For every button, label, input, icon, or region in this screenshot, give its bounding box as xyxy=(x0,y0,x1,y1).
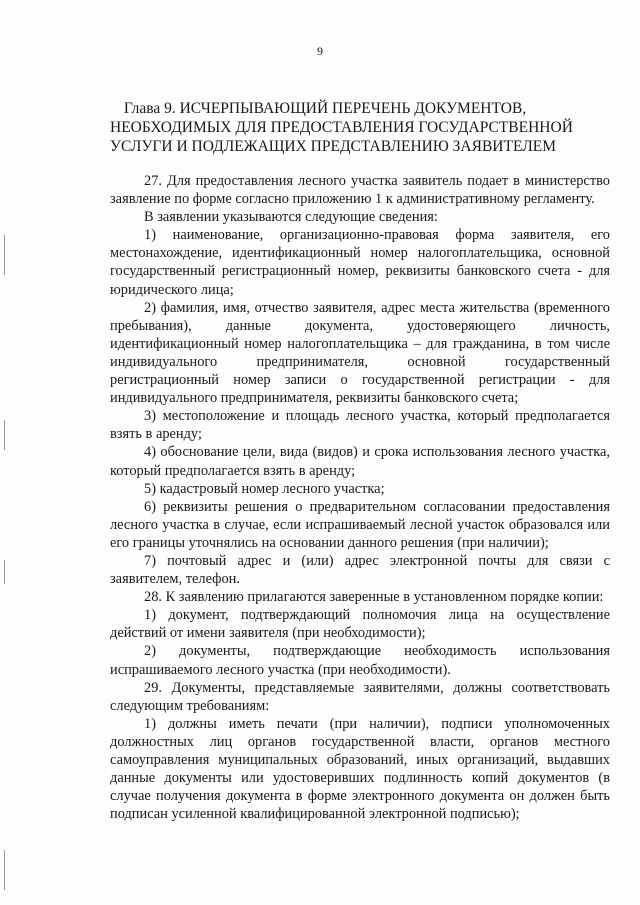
paragraph-27: 27. Для предоставления лесного участка заявитель подает в министерство заявление по форме согласно приложению 1 к административному регламенту. xyxy=(110,173,610,208)
chapter-title-line: Глава 9. ИСЧЕРПЫВАЮЩИЙ ПЕРЕЧЕНЬ ДОКУМЕНТОВ, xyxy=(123,100,527,117)
page-number: 9 xyxy=(317,44,323,58)
paragraph-application-intro: В заявлении указываются следующие сведения: xyxy=(144,209,438,226)
chapter-title xyxy=(110,99,573,156)
list-item: 1) наименование, организационно-правовая форма заявителя, его местонахождение, идентификационный номер налогоплательщика, основной государственный регистрационный номер, реквизиты банковского счета - для юридического лица; xyxy=(110,227,610,298)
document-body xyxy=(110,172,610,823)
list-item: 6) реквизиты решения о предварительном согласовании предоставления лесного участка в случае, если испрашиваемый лесной участок образовался или его границы уточнялись на основании данного решения (при наличии); xyxy=(110,498,610,551)
list-item: 2) документы, подтверждающие необходимость использования испрашиваемого лесного участка (при необходимости). xyxy=(110,643,610,678)
list-item: 3) местоположение и площадь лесного участка, который предполагается взять в аренду; xyxy=(110,408,610,443)
list-item: 5) кадастровый номер лесного участка; xyxy=(144,480,385,497)
list-item: 4) обоснование цели, вида (видов) и срока использования лесного участка, который предполагается взять в аренду; xyxy=(110,444,610,479)
list-item: 7) почтовый адрес и (или) адрес электронной почты для связи с заявителем, телефон. xyxy=(110,552,610,588)
scan-edge-mark xyxy=(4,850,5,890)
paragraph-28: 28. К заявлению прилагаются заверенные в установленном порядке копии: xyxy=(144,589,604,606)
scan-edge-mark xyxy=(4,560,5,584)
scan-edge-mark xyxy=(4,235,5,275)
chapter-title-line: УСЛУГИ И ПОДЛЕЖАЩИХ ПРЕДСТАВЛЕНИЮ ЗАЯВИТЕЛЕМ xyxy=(110,138,556,155)
scan-edge-mark xyxy=(4,420,5,450)
list-item: 1) документ, подтверждающий полномочия лица на осуществление действий от имени заявителя (при необходимости); xyxy=(110,607,610,642)
list-item: 2) фамилия, имя, отчество заявителя, адрес места жительства (временного пребывания), данные документа, удостоверяющего личность, идентификационный номер налогоплательщика – для гражданина, в том числе индивидуального предпринимателя, основной государственный регистрационный номер записи о государственной регистрации - для индивидуального предпринимателя, реквизиты банковского счета; xyxy=(110,299,610,407)
list-item: 1) должны иметь печати (при наличии), подписи уполномоченных должностных лиц органов государственной власти, органов местного самоуправления муниципальных образований, иных организаций, выдавших данные документы или удостоверивших подлинность копий документов (в случае получения документа в форме электронного документа он должен быть подписан усиленной квалифицированной электронной подписью); xyxy=(110,715,610,823)
chapter-title-line: НЕОБХОДИМЫХ ДЛЯ ПРЕДОСТАВЛЕНИЯ ГОСУДАРСТВЕННОЙ xyxy=(110,119,573,136)
paragraph-29: 29. Документы, представляемые заявителями, должны соответствовать следующим требованиям: xyxy=(110,679,610,714)
